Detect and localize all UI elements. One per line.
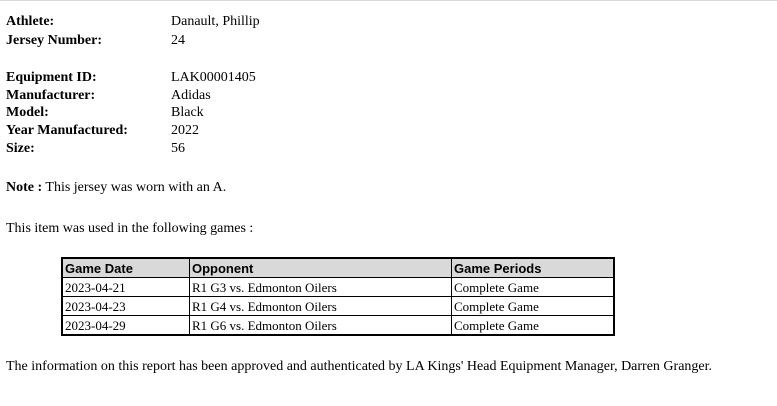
games-table	[61, 257, 615, 336]
note-paragraph	[6, 179, 226, 197]
cell-game-date: 2023-04-23	[62, 297, 190, 316]
cell-opponent: R1 G6 vs. Edmonton Oilers	[190, 316, 452, 336]
athlete-label: Athlete:	[6, 14, 55, 29]
note-text: This jersey was worn with an A.	[42, 180, 227, 195]
equipment-id-value: LAK00001405	[171, 70, 256, 85]
top-divider	[0, 0, 777, 1]
header-game-periods: Game Periods	[452, 258, 615, 278]
manufacturer-label: Manufacturer:	[6, 88, 96, 103]
cell-game-periods: Complete Game	[452, 297, 615, 316]
cell-game-periods: Complete Game	[452, 278, 615, 297]
jersey-number-value: 24	[171, 33, 185, 48]
table-row	[62, 278, 614, 297]
cell-game-date: 2023-04-29	[62, 316, 190, 336]
cell-game-date: 2023-04-21	[62, 278, 190, 297]
games-intro: This item was used in the following games :	[6, 221, 254, 236]
header-opponent: Opponent	[190, 258, 452, 278]
header-game-date: Game Date	[62, 258, 190, 278]
table-header-row	[62, 258, 614, 278]
year-manufactured-label: Year Manufactured:	[6, 123, 128, 138]
manufacturer-value: Adidas	[171, 88, 211, 103]
cell-opponent: R1 G3 vs. Edmonton Oilers	[190, 278, 452, 297]
athlete-value: Danault, Phillip	[171, 14, 260, 29]
model-label: Model:	[6, 105, 49, 120]
model-value: Black	[171, 105, 204, 120]
note-label: Note :	[6, 180, 43, 195]
year-manufactured-value: 2022	[171, 123, 199, 138]
size-value: 56	[171, 141, 185, 156]
equipment-id-label: Equipment ID:	[6, 70, 97, 85]
cell-game-periods: Complete Game	[452, 316, 615, 336]
table-row	[62, 297, 614, 316]
table-row	[62, 316, 614, 336]
cell-opponent: R1 G4 vs. Edmonton Oilers	[190, 297, 452, 316]
authentication-footer: The information on this report has been approved and authenticated by LA Kings' Head Equipment Manager, Darren Granger.	[6, 359, 713, 374]
size-label: Size:	[6, 141, 35, 156]
jersey-number-label: Jersey Number:	[6, 33, 103, 48]
